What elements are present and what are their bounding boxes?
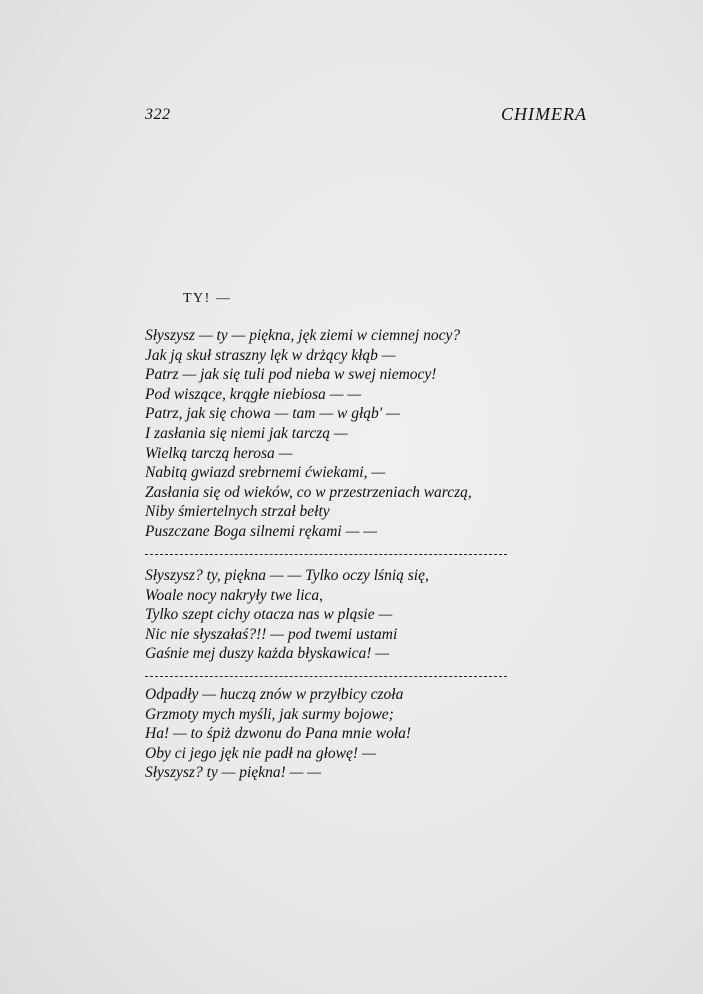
poem-line: Pod wiszące, krągłe niebiosa — — [145,385,362,403]
poem-line: Oby ci jego jęk nie padł na głowę! — [145,744,376,762]
stanza-3 [145,685,411,783]
dashed-separator [145,554,507,555]
poem-line: Gaśnie mej duszy każda błyskawica! — [145,645,390,663]
poem-line: Nic nie słyszałaś?!! — pod twemi ustami [145,625,398,643]
poem-line: Ha! — to śpiż dzwonu do Pana mnie woła! [145,725,412,743]
poem-line: Patrz — jak się tuli pod nieba w swej niemocy! [145,366,437,384]
poem-line: Woale nocy nakryły twe lica, [145,586,324,604]
stanza-1 [145,326,472,542]
poem-line: Nabitą gwiazd srebrnemi ćwiekami, — [145,464,386,482]
poem-line: Wielką tarczą herosa — [145,444,293,462]
poem-line: Słyszysz? ty — piękna! — — [145,764,322,782]
poem-line: Słyszysz — ty — piękna, jęk ziemi w ciemnej nocy? [145,327,461,344]
poem-line: Jak ją skuł straszny lęk w drżący kłąb — [145,346,396,364]
poem-line: Słyszysz? ty, piękna — — Tylko oczy lśnią się, [145,567,429,584]
poem-line: Grzmoty mych myśli, jak surmy bojowe; [145,705,394,723]
stanza-2 [145,566,429,664]
poem-line: Niby śmiertelnych strzał bełty [145,503,330,521]
poem-line: Puszczane Boga silnemi rękami — — [145,522,378,540]
poem-line: Patrz, jak się chowa — tam — w głąb' — [145,405,400,423]
page-number: 322 [145,106,171,123]
poem-line: I zasłania się niemi jak tarczą — [145,424,348,442]
running-title: CHIMERA [501,104,587,124]
poem-line: Odpadły — huczą znów w przyłbicy czoła [145,686,404,703]
poem-line: Zasłania się od wieków, co w przestrzeniach warczą, [145,483,472,501]
poem-title: TY! — [183,291,232,306]
dashed-separator [145,676,507,677]
poem-line: Tylko szept cichy otacza nas w pląsie — [145,606,393,624]
